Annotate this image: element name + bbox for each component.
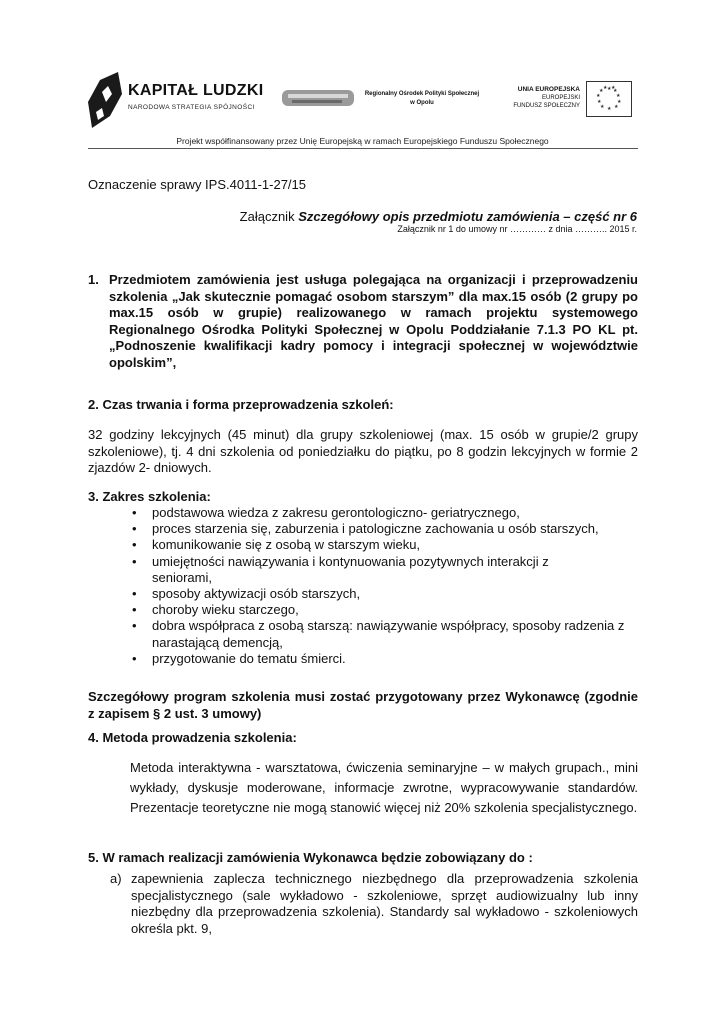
list-item: • umiejętności nawiązywania i kontynuowania pozytywnych interakcji z seniorami,: [130, 554, 552, 586]
eu-title: UNIA EUROPEJSKA: [517, 86, 580, 93]
kapital-ludzki-subtitle: NARODOWA STRATEGIA SPÓJNOŚCI: [128, 104, 255, 111]
section-3-list: [130, 505, 630, 667]
rops-name: Regionalny Ośrodek Polityki Społecznej w Opolu: [364, 91, 480, 106]
section-5a-label: a): [110, 871, 122, 886]
attachment-subtitle: Załącznik nr 1 do umowy nr ………… z dnia ……….. 2015 r.: [397, 224, 637, 234]
svg-text:★: ★: [611, 85, 616, 91]
svg-text:★: ★: [600, 104, 605, 110]
svg-text:★: ★: [617, 99, 622, 105]
svg-text:★: ★: [599, 88, 604, 94]
list-item: • komunikowanie się z osobą w starszym wieku,: [130, 537, 630, 553]
program-note: Szczegółowy program szkolenia musi zostać przygotowany przez Wykonawcę (zgodnie z zapisem § 2 ust. 3 umowy): [88, 689, 638, 721]
list-item: • sposoby aktywizacji osób starszych,: [130, 586, 630, 602]
svg-text:★: ★: [616, 93, 621, 99]
list-item: • dobra współpraca z osobą starszą: nawiązywanie współpracy, sposoby radzenia z narastającą demencją,: [130, 618, 632, 650]
section-1-number: 1.: [88, 272, 99, 287]
header-divider: [88, 148, 638, 149]
section-2-heading: 2. Czas trwania i forma przeprowadzenia szkoleń:: [88, 397, 394, 412]
kapital-ludzki-title: KAPITAŁ LUDZKI: [128, 82, 264, 99]
svg-text:★: ★: [614, 104, 619, 110]
eu-sub1: EUROPEJSKI: [541, 95, 580, 101]
svg-text:★: ★: [607, 86, 612, 92]
eu-sub2: FUNDUSZ SPOŁECZNY: [513, 103, 580, 109]
section-4-text: Metoda interaktywna - warsztatowa, ćwiczenia seminaryjne – w małych grupach., mini wykłady, dyskusje moderowane, informacje zwrotne, wypracowywanie standardów. Prezentacje teoretyczne nie mogą stanowić więcej niż 20% szkolenia specjalistycznego.: [130, 760, 638, 815]
cofinanced-note: Projekt współfinansowany przez Unię Europejską w ramach Europejskiego Funduszu Społecznego: [176, 136, 549, 146]
section-4-heading: 4. Metoda prowadzenia szkolenia:: [88, 730, 297, 745]
section-5a-text: zapewnienia zaplecza technicznego niezbędnego dla przeprowadzenia szkolenia specjalistycznego (sale wykładowo - szkoleniowe, sprzęt audiowizualny lub inny niezbędny dla przeprowadzenia szkolenia). Standardy sal wykładowo - szkoleniowych określa pkt. 9,: [131, 871, 638, 936]
section-1-text: Przedmiotem zamówienia jest usługa polegająca na organizacji i przeprowadzeniu szkolenia „Jak skutecznie pomagać osobom starszym” dla max.15 osób (2 grupy po max.15 osób w grupie) realizowanego w ramach projektu systemowego Regionalnego Ośrodka Polityki Społecznej w Opolu Poddziałanie 7.1.3 PO KL pt. „Podnoszenie kwalifikacji kadry pomocy i integracji społecznej w województwie opolskim”,: [109, 272, 638, 370]
svg-text:★: ★: [597, 99, 602, 105]
svg-text:★: ★: [607, 106, 612, 112]
rops-logo-icon: [282, 88, 354, 108]
list-item: • choroby wieku starczego,: [130, 602, 630, 618]
eu-logo-text: [512, 86, 580, 110]
svg-text:★: ★: [603, 85, 608, 91]
section-5-heading: 5. W ramach realizacji zamówienia Wykonawca będzie zobowiązany do :: [88, 850, 533, 865]
eu-flag-icon: [586, 81, 632, 117]
list-item: • przygotowanie do tematu śmierci.: [130, 651, 630, 667]
svg-text:★: ★: [613, 88, 618, 94]
attachment-prefix: Załącznik: [239, 209, 299, 224]
list-item: • podstawowa wiedza z zakresu gerontologiczno- geriatrycznego,: [130, 505, 630, 521]
section-2-text: 32 godziny lekcyjnych (45 minut) dla grupy szkoleniowej (max. 15 osób w grupie/2 grupy szkoleniowe), tj. 4 dni szkolenia od poniedziałku do piątku, po 8 godzin lekcyjnych w formie 2 zjazdów 2- dniowych.: [88, 427, 638, 475]
svg-text:★: ★: [596, 93, 601, 99]
kapital-ludzki-logo: [88, 72, 258, 132]
case-reference: Oznaczenie sprawy IPS.4011-1-27/15: [88, 177, 306, 192]
list-item: • proces starzenia się, zaburzenia i patologiczne zachowania u osób starszych,: [130, 521, 630, 537]
attachment-name: Szczegółowy opis przedmiotu zamówienia – część nr 6: [298, 209, 637, 224]
section-3-heading: 3. Zakres szkolenia:: [88, 489, 211, 504]
